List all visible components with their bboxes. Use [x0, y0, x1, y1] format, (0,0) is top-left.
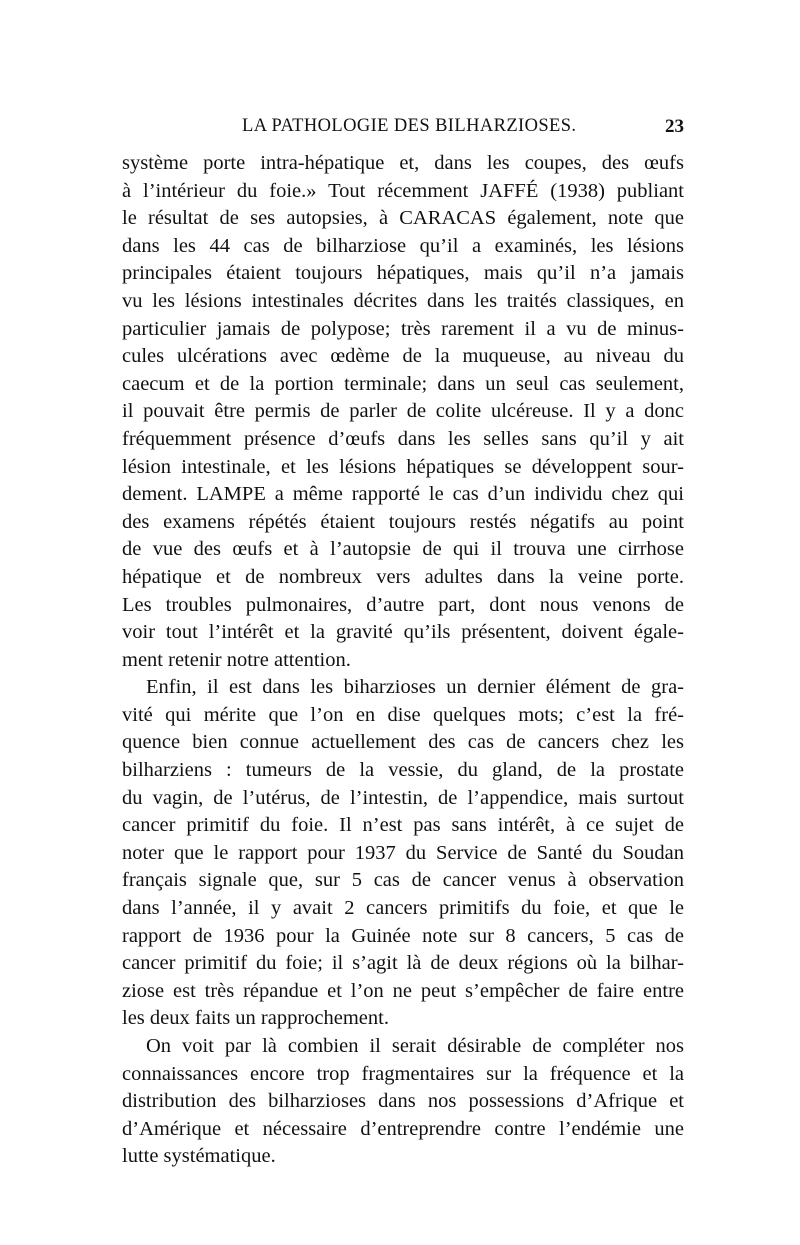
running-title: LA PATHOLOGIE DES BILHARZIOSES. — [242, 116, 577, 136]
text-line: Enfin, il est dans les biharzioses un dernier élément de gra- — [146, 676, 684, 699]
text-line: vu les lésions intestinales décrites dans les traités classiques, en — [122, 289, 684, 312]
text-line: lésion intestinale, et les lésions hépatiques se développent sour- — [122, 455, 684, 478]
text-line: On voit par là combien il serait désirable de compléter nos — [146, 1035, 684, 1057]
text-line: les deux faits un rapprochement. — [122, 1007, 389, 1030]
text-line: bilharziens : tumeurs de la vessie, du gland, de la prostate — [122, 759, 684, 782]
text-line: caecum et de la portion terminale; dans un seul cas seulement, — [122, 372, 684, 395]
text-line: des examens répétés étaient toujours restés négatifs au point — [122, 510, 684, 533]
text-line: d’Amérique et nécessaire d’entreprendre contre l’endémie une — [122, 1117, 684, 1140]
text-line: ment retenir notre attention. — [122, 648, 351, 671]
text-line: de vue des œufs et à l’autopsie de qui il trouva une cirrhose — [122, 538, 684, 561]
text-line: lutte systématique. — [122, 1145, 276, 1168]
text-line: Les troubles pulmonaires, d’autre part, dont nous venons de — [122, 593, 684, 616]
page-number: 23 — [665, 116, 684, 137]
text-line: dans l’année, il y avait 2 cancers primitifs du foie, et que le — [122, 897, 684, 920]
text-line: à l’intérieur du foie.» Tout récemment JAFFÉ (1938) publiant — [122, 179, 684, 202]
text-line: il pouvait être permis de parler de colite ulcéreuse. Il y a donc — [122, 400, 684, 423]
text-line: particulier jamais de polypose; très rarement il a vu de minus- — [122, 317, 684, 340]
body-text — [122, 150, 684, 1171]
text-line: vité qui mérite que l’on en dise quelques mots; c’est la fré- — [122, 703, 684, 726]
text-line: ziose est très répandue et l’on ne peut s’empêcher de faire entre — [122, 979, 684, 1002]
text-line: rapport de 1936 pour la Guinée note sur 8 cancers, 5 cas de — [122, 924, 684, 947]
text-line: fréquemment présence d’œufs dans les selles sans qu’il y ait — [122, 427, 684, 450]
running-head — [122, 116, 684, 144]
text-line: système porte intra-hépatique et, dans les coupes, des œufs — [122, 152, 684, 174]
text-line: connaissances encore trop fragmentaires sur la fréquence et la — [122, 1062, 684, 1085]
text-line: cancer primitif du foie; il s’agit là de deux régions où la bilhar- — [122, 952, 684, 975]
text-line: dement. LAMPE a même rapporté le cas d’un individu chez qui — [122, 483, 684, 506]
text-line: quence bien connue actuellement des cas de cancers chez les — [122, 731, 684, 754]
text-line: le résultat de ses autopsies, à CARACAS également, note que — [122, 207, 684, 230]
text-line: dans les 44 cas de bilharziose qu’il a examinés, les lésions — [122, 234, 684, 257]
text-line: hépatique et de nombreux vers adultes dans la veine porte. — [122, 565, 684, 588]
text-line: du vagin, de l’utérus, de l’intestin, de l’appendice, mais surtout — [122, 786, 684, 809]
text-line: noter que le rapport pour 1937 du Service de Santé du Soudan — [122, 841, 684, 864]
text-line: voir tout l’intérêt et la gravité qu’ils présentent, doivent égale- — [122, 621, 684, 644]
text-line: cancer primitif du foie. Il n’est pas sans intérêt, à ce sujet de — [122, 814, 684, 837]
text-line: cules ulcérations avec œdème de la muqueuse, au niveau du — [122, 345, 684, 368]
text-line: français signale que, sur 5 cas de cancer venus à observation — [122, 869, 684, 892]
text-line: distribution des bilharzioses dans nos possessions d’Afrique et — [122, 1090, 684, 1113]
text-line: principales étaient toujours hépatiques, mais qu’il n’a jamais — [122, 262, 684, 285]
